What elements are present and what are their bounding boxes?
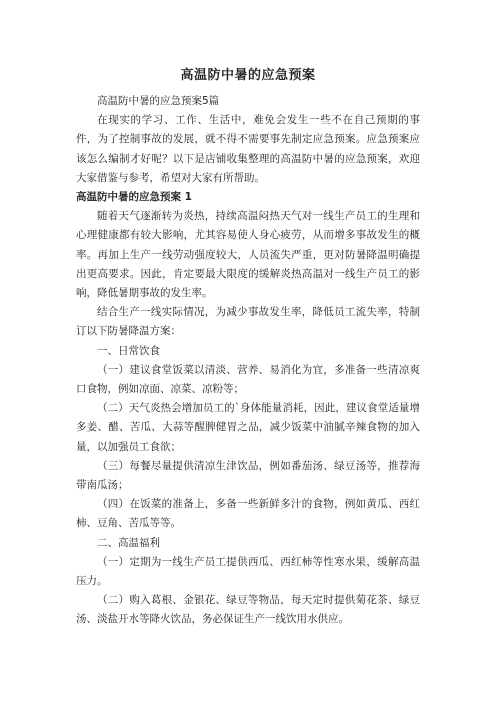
- paragraph: 在现实的学习、工作、生活中，难免会发生一些不在自己预期的事件，为了控制事故的发展，就不得不需要事先制定应急预案。应急预案应该怎么编制才好呢？以下是店铺收集整理的高温防中暑的应急预案，欢迎大家借鉴与参考，希望对大家有所帮助。: [76, 114, 420, 184]
- section-heading: 高温防中暑的应急预案 1: [76, 191, 192, 204]
- paragraph: （二）购入葛根、金银花、绿豆等物品，每天定时提供菊花茶、绿豆汤、淡盐开水等降火饮品，务必保证生产一线饮用水供应。: [76, 594, 420, 626]
- paragraph: （一）建议食堂饭菜以清淡、营养、易消化为宜，多准备一些清凉爽口食物，例如凉面、凉菜、凉粉等；: [76, 363, 420, 396]
- document-body: [76, 92, 420, 630]
- paragraph: （三）每餐尽量提供清凉生津饮品，例如番茄汤、绿豆汤等，推荐海带南瓜汤；: [76, 459, 420, 492]
- paragraph: 高温防中暑的应急预案5篇: [97, 95, 220, 107]
- paragraph: 一、日常饮食: [97, 344, 160, 357]
- paragraph: 二、高温福利: [97, 536, 160, 549]
- paragraph: （二）天气炎热会增加员工的`身体能量消耗，因此，建议食堂适量增多姜、醋、苦瓜、大蒜等醒脾健胃之品，减少饭菜中油腻辛辣食物的加入量，以加强员工食欲；: [76, 402, 420, 453]
- paragraph: （一）定期为一线生产员工提供西瓜、西红柿等性寒水果，缓解高温压力。: [76, 555, 420, 588]
- paragraph: 随着天气逐渐转为炎热，持续高温闷热天气对一线生产员工的生理和心理健康都有较大影响，尤其容易使人身心疲劳，从而增多事故发生的概率。再加上生产一线劳动强度较大，人员流失严重，更对防暑降温明确提出更高要求。因此，肯定要最大限度的缓解炎热高温对一线生产员工的影响，降低暑期事故的发生率。: [76, 210, 420, 300]
- document-title: 高温防中暑的应急预案: [180, 68, 316, 83]
- paragraph: （四）在饭菜的准备上，多备一些新鲜多汁的食物，例如黄瓜、西红柿、豆角、苦瓜等等。: [76, 498, 420, 530]
- paragraph: 结合生产一线实际情况，为减少事故发生率，降低员工流失率，特制订以下防暑降温方案：: [76, 306, 420, 338]
